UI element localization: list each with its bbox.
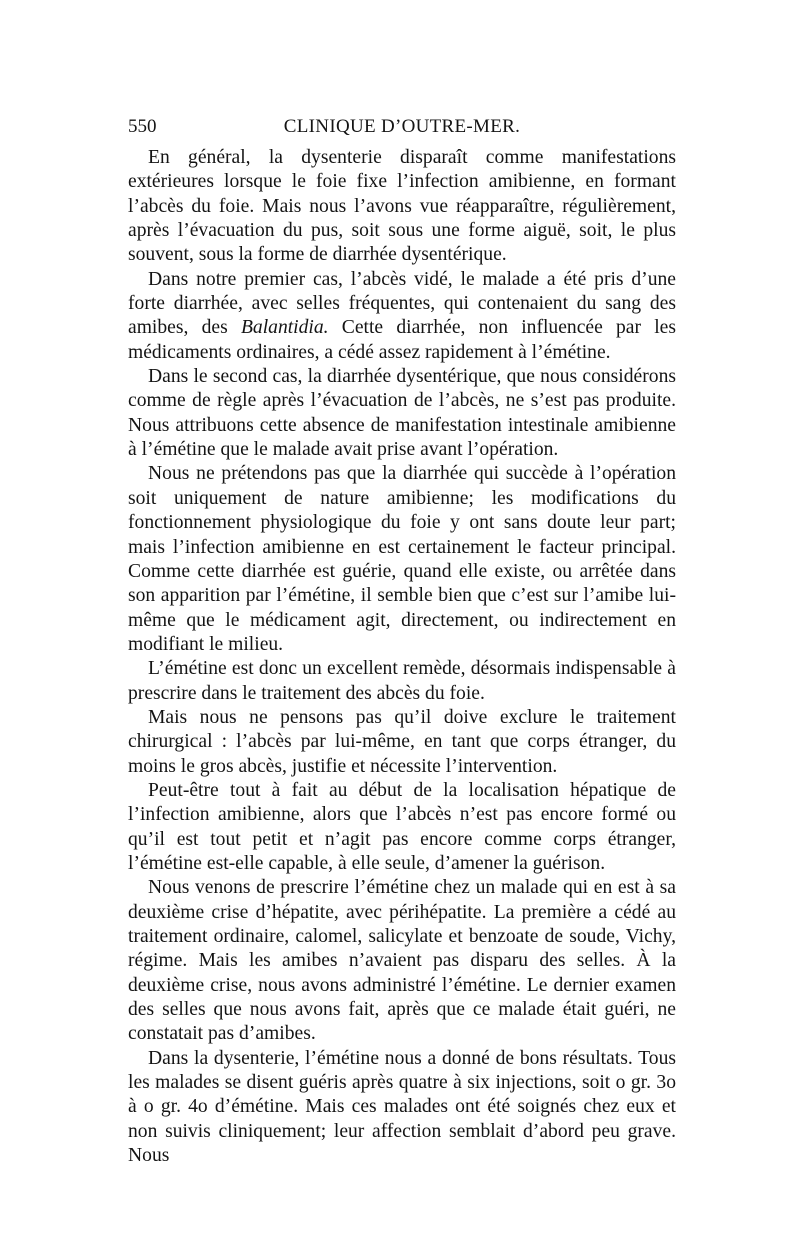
paragraph: Peut-être tout à fait au début de la localisation hépatique de l’infection amibienne, alors que l’abcès n’est pas encore formé ou qu’il est tout petit et n’agit pas encore comme corps étranger, l’émétine est-elle capable, à elle seule, d’amener la guérison. — [128, 779, 676, 874]
paragraph-text: Cette diarrhée, non influencée par les médicaments ordinaires, a cédé assez rapidement à l’émétine. — [128, 317, 676, 363]
paragraph — [128, 268, 676, 365]
paragraph: L’émétine est donc un excellent remède, désormais indispensable à prescrire dans le traitement des abcès du foie. — [128, 658, 676, 704]
paragraph: En général, la dysenterie disparaît comme manifestations extérieures lorsque le foie fixe l’infection amibienne, en formant l’abcès du foie. Mais nous l’avons vue réapparaître, régulièrement, après l’évacuation du pus, soit sous une forme aiguë, soit, le plus souvent, sous la forme de diarrhée dysentérique. — [128, 147, 676, 266]
paragraph: Nous ne prétendons pas que la diarrhée qui succède à l’opération soit uniquement de nature amibienne; les modifications du fonctionnement physiologique du foie y ont sans doute leur part; mais l’infection amibienne en est certainement le facteur principal. Comme cette diarrhée est guérie, quand elle existe, ou arrêtée dans son apparition par l’émétine, il semble bien que c’est sur l’amibe lui-même que le médicament agit, directement, ou indirectement en modifiant le milieu. — [128, 463, 676, 655]
paragraph: Mais nous ne pensons pas qu’il doive exclure le traitement chirurgical : l’abcès par lui-même, en tant que corps étranger, du moins le gros abcès, justifie et nécessite l’intervention. — [128, 706, 676, 777]
paragraph: Dans la dysenterie, l’émétine nous a donné de bons résultats. Tous les malades se disent guéris après quatre à six injections, soit o gr. 3o à o gr. 4o d’émétine. Mais ces malades ont été soignés chez eux et non suivis cliniquement; leur affection semblait d’abord peu grave. Nous — [128, 1047, 676, 1167]
paragraph: Dans le second cas, la diarrhée dysentérique, que nous considérons comme de règle après l’évacuation de l’abcès, ne s’est pas produite. Nous attribuons cette absence de manifestation intestinale amibienne à l’émétine que le malade avait prise avant l’opération. — [128, 366, 676, 461]
paragraph-text: Dans notre premier cas, l’abcès vidé, le malade a été pris d’une forte diarrhée, avec selles fréquentes, qui contenaient du sang des amibes, des — [128, 268, 676, 339]
italic-term: Balantidia. — [240, 317, 329, 339]
paragraph: Nous venons de prescrire l’émétine chez un malade qui en est à sa deuxième crise d’hépatite, avec périhépatite. La première a cédé au traitement ordinaire, calomel, salicylate et benzoate de soude, Vichy, régime. Mais les amibes n’avaient pas disparu des selles. À la deuxième crise, nous avons administré l’émétine. Le dernier examen des selles que nous avons fait, après que ce malade était guéri, ne constatait pas d’amibes. — [128, 877, 676, 1045]
body-text — [128, 146, 676, 1168]
page-number: 550 — [128, 116, 157, 137]
running-head — [128, 116, 676, 142]
running-title: CLINIQUE D’OUTRE-MER. — [283, 116, 521, 137]
